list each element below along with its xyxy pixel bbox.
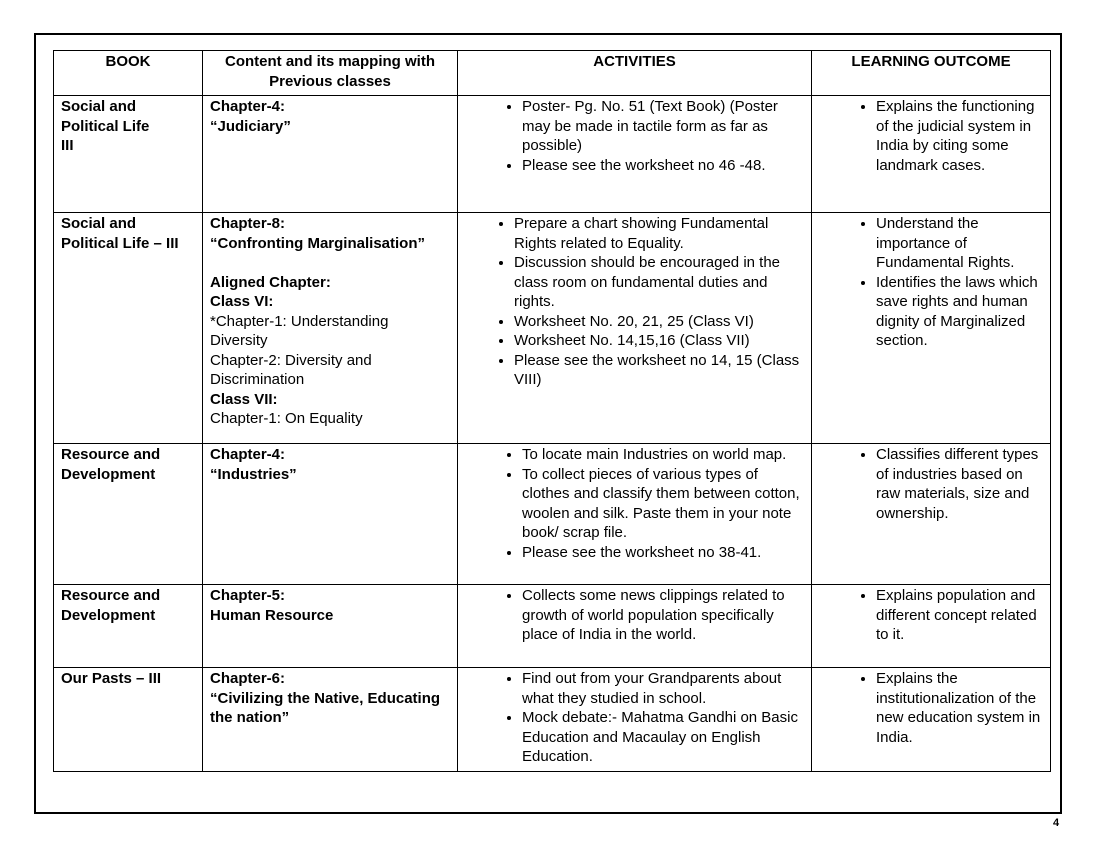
outcome-cell: [812, 96, 1051, 213]
page-number: 4: [1053, 817, 1060, 829]
table-row: [54, 213, 1051, 444]
list-item: • Worksheet No. 20, 21, 25 (Class VI): [514, 312, 804, 332]
list-item: • Please see the worksheet no 38-41.: [522, 543, 804, 563]
table-row: [54, 96, 1051, 213]
activities-cell: [458, 444, 812, 585]
list-item: • Poster- Pg. No. 51 (Text Book) (Poster may be made in tactile form as far as possible): [522, 97, 804, 156]
content-cell: Chapter-8: “Confronting Marginalisation” Aligned Chapter: Class VI: *Chapter-1: Understanding Diversity Chapter-2: Diversity and Discrimination Class VII: Chapter-1: On Equality: [203, 213, 458, 444]
list-item: • Worksheet No. 14,15,16 (Class VII): [514, 331, 804, 351]
list-item: • Discussion should be encouraged in the class room on fundamental duties and rights.: [514, 253, 804, 312]
header-book: BOOK: [54, 51, 203, 96]
activities-cell: [458, 213, 812, 444]
header-activities: ACTIVITIES: [458, 51, 812, 96]
book-cell: Resource and Development: [54, 585, 203, 668]
header-learning-outcome: LEARNING OUTCOME: [812, 51, 1051, 96]
book-cell: Resource and Development: [54, 444, 203, 585]
list-item: • To collect pieces of various types of clothes and classify them between cotton, woolen and silk. Paste them in your note book/ scrap file.: [522, 465, 804, 543]
list-item: • Prepare a chart showing Fundamental Rights related to Equality.: [514, 214, 804, 253]
list-item: • Explains the functioning of the judicial system in India by citing some landmark cases.: [876, 97, 1043, 175]
content-cell: Chapter-5: Human Resource: [203, 585, 458, 668]
list-item: • Collects some news clippings related to growth of world population specifically place of India in the world.: [522, 586, 804, 645]
book-cell: Social and Political Life III: [54, 96, 203, 213]
aligned-chapter-heading: Aligned Chapter:: [210, 273, 331, 291]
header-row: [54, 51, 1051, 96]
outcome-cell: [812, 668, 1051, 772]
table-row: [54, 585, 1051, 668]
activities-cell: [458, 585, 812, 668]
list-item: • To locate main Industries on world map.: [522, 445, 804, 465]
header-content: Content and its mapping with Previous classes: [203, 51, 458, 96]
list-item: • Explains the institutionalization of the new education system in India.: [876, 669, 1043, 747]
list-item: • Find out from your Grandparents about what they studied in school.: [522, 669, 804, 708]
content-cell: Chapter-4: “Judiciary”: [203, 96, 458, 213]
list-item: • Classifies different types of industries based on raw materials, size and ownership.: [876, 445, 1043, 523]
content-cell: Chapter-6: “Civilizing the Native, Educating the nation”: [203, 668, 458, 772]
curriculum-table: [53, 50, 1051, 772]
list-item: • Mock debate:- Mahatma Gandhi on Basic Education and Macaulay on English Education.: [522, 708, 804, 767]
book-cell: Our Pasts – III: [54, 668, 203, 772]
list-item: • Please see the worksheet no 46 -48.: [522, 156, 804, 176]
outcome-cell: [812, 213, 1051, 444]
book-cell: Social and Political Life – III: [54, 213, 203, 444]
outcome-cell: [812, 585, 1051, 668]
outcome-cell: [812, 444, 1051, 585]
content-cell: Chapter-4: “Industries”: [203, 444, 458, 585]
table-row: [54, 444, 1051, 585]
activities-cell: [458, 668, 812, 772]
activities-cell: [458, 96, 812, 213]
list-item: • Please see the worksheet no 14, 15 (Class VIII): [514, 351, 804, 390]
list-item: • Understand the importance of Fundamental Rights.: [876, 214, 1043, 273]
list-item: • Identifies the laws which save rights and human dignity of Marginalized section.: [876, 273, 1043, 351]
table-row: [54, 668, 1051, 772]
list-item: • Explains population and different concept related to it.: [876, 586, 1043, 645]
